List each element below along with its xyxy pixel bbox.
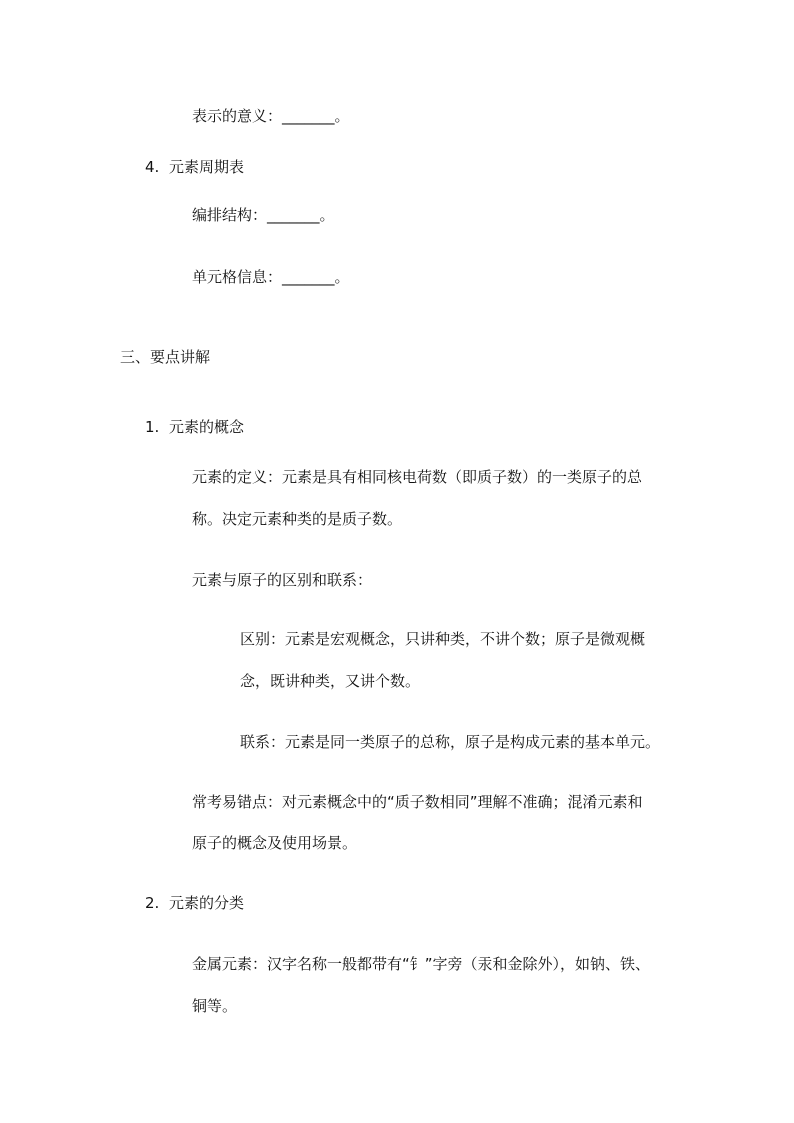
mistake-line-1: 常考易错点：对元素概念中的“质子数相同”理解不准确；混淆元素和 — [192, 793, 643, 811]
item-4-title: 元素周期表 — [169, 158, 245, 176]
arrangement-structure-line: 编排结构：_______。 — [192, 206, 335, 224]
metal-elements-line-1: 金属元素：汉字名称一般都带有“钅”字旁（汞和金除外），如钠、铁、 — [192, 955, 651, 973]
item-4-number: 4. — [145, 158, 160, 176]
meaning-blank-line: 表示的意义：_______。 — [192, 107, 350, 125]
connection-line: 联系：元素是同一类原子的总称，原子是构成元素的基本单元。 — [240, 733, 661, 751]
definition-line-1: 元素的定义：元素是具有相同核电荷数（即质子数）的一类原子的总 — [192, 468, 643, 486]
difference-line-1: 区别：元素是宏观概念，只讲种类，不讲个数；原子是微观概 — [240, 630, 646, 648]
relation-heading: 元素与原子的区别和联系： — [192, 571, 373, 589]
item-4-heading — [145, 156, 244, 178]
mistake-line-2: 原子的概念及使用场景。 — [192, 834, 358, 852]
point-2-title: 元素的分类 — [169, 894, 245, 912]
metal-elements-line-2: 铜等。 — [192, 997, 238, 1015]
point-1-number: 1. — [145, 418, 160, 436]
point-1-heading — [145, 416, 244, 438]
cell-information-line: 单元格信息：_______。 — [192, 268, 350, 286]
point-1-title: 元素的概念 — [169, 418, 245, 436]
difference-line-2: 念，既讲种类，又讲个数。 — [240, 672, 421, 690]
definition-line-2: 称。决定元素种类的是质子数。 — [192, 510, 403, 528]
point-2-heading — [145, 892, 244, 914]
point-2-number: 2. — [145, 894, 160, 912]
section-3-heading: 三、要点讲解 — [120, 348, 211, 366]
